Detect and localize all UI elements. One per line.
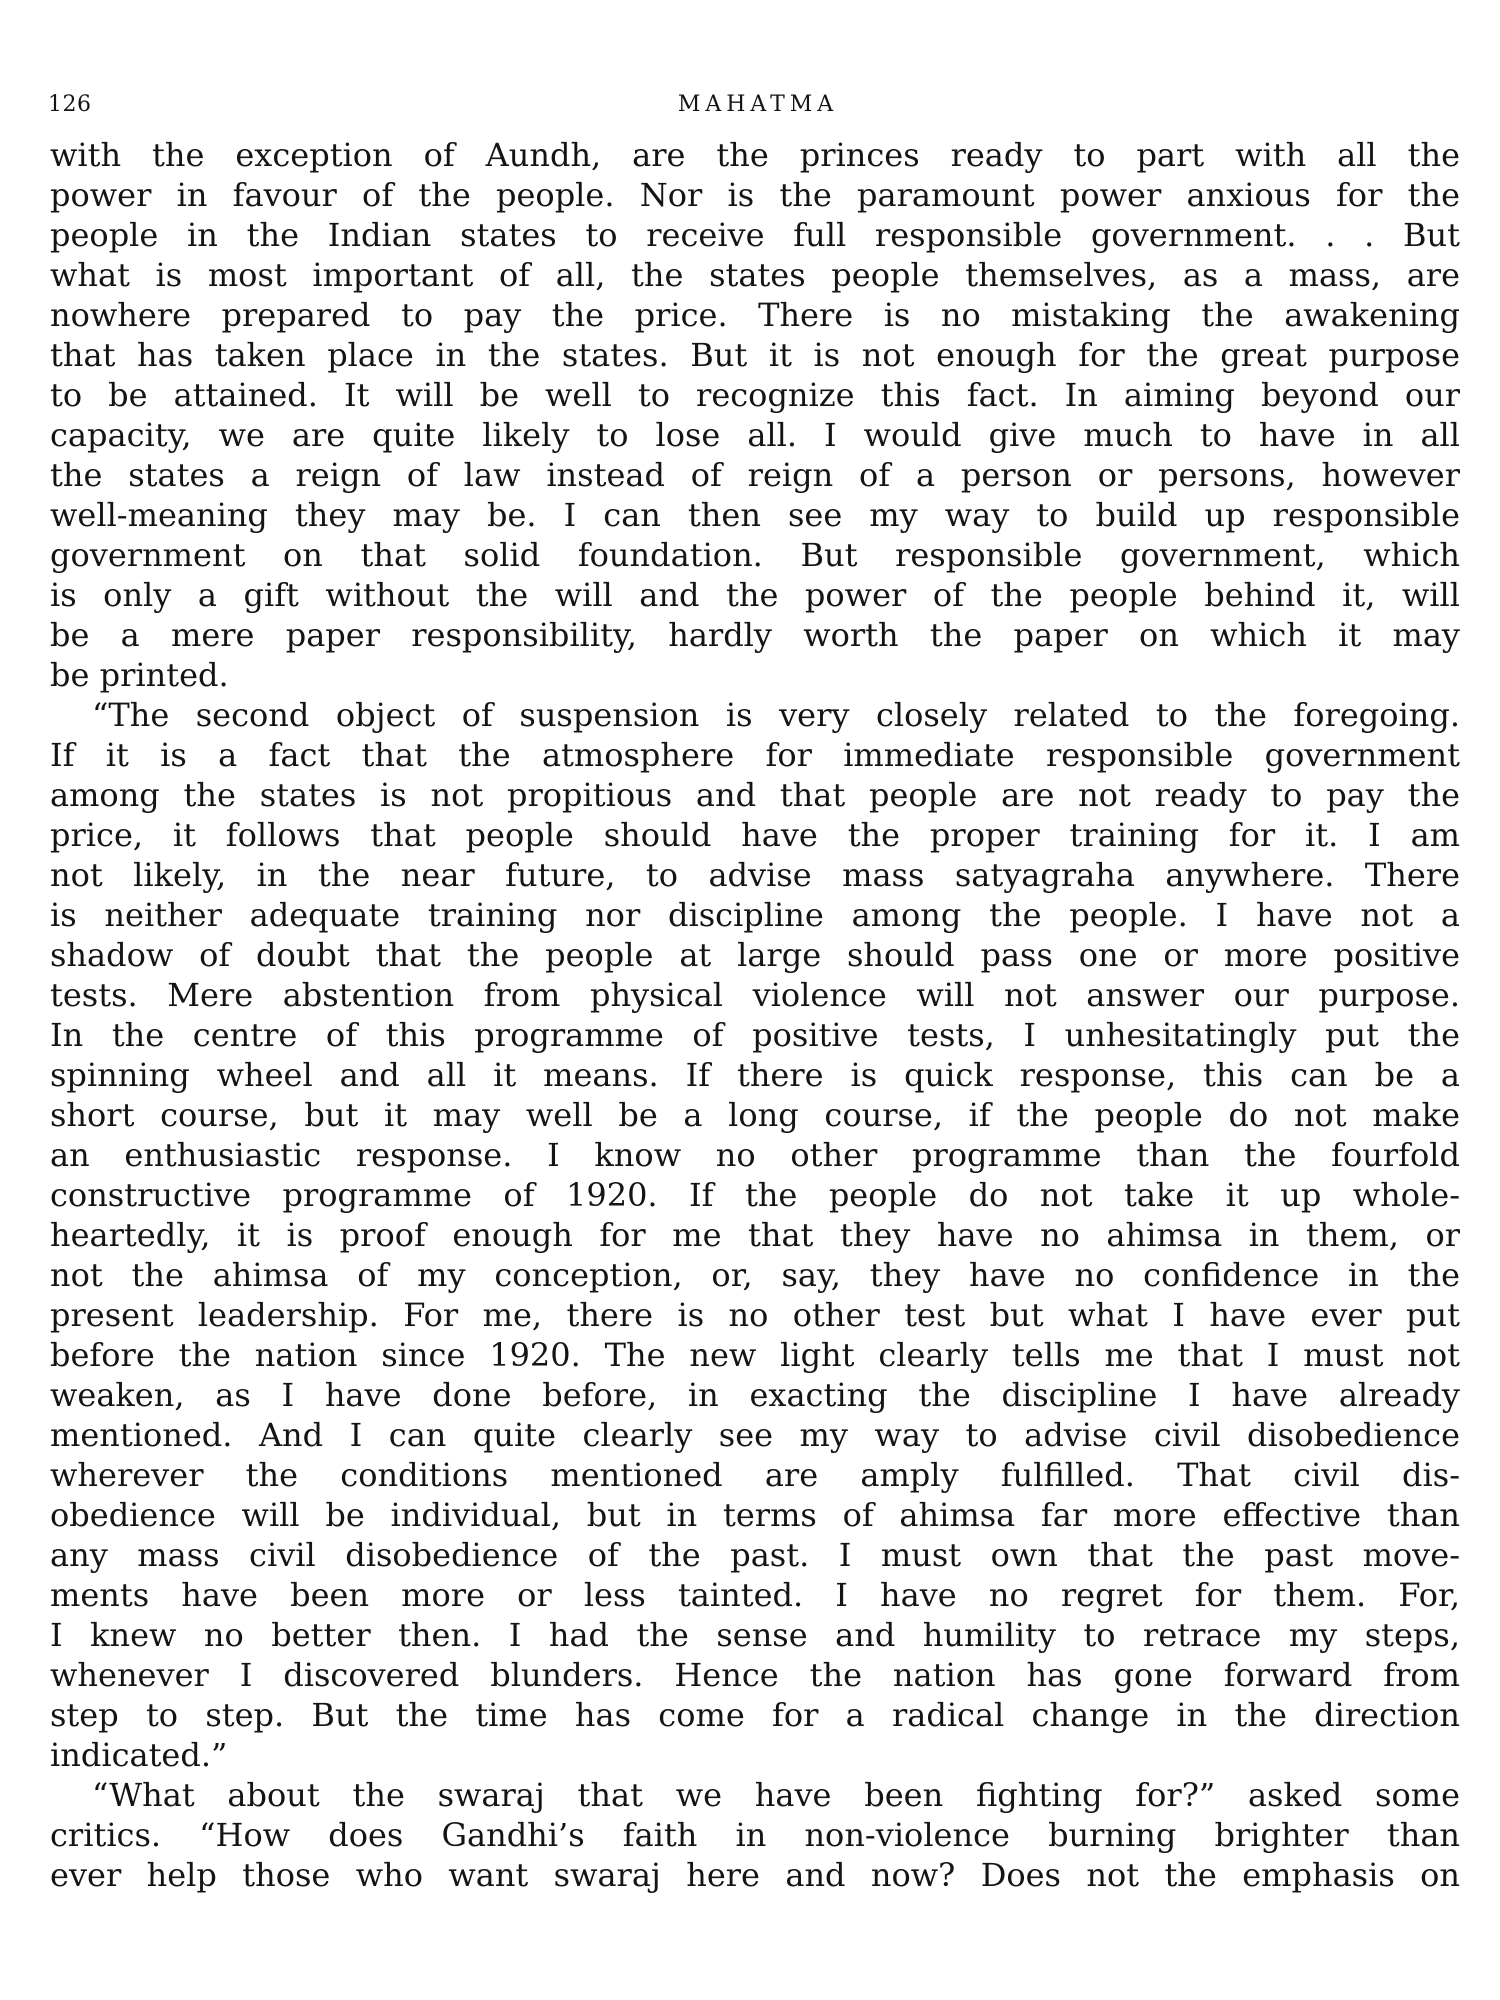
text-line: power in favour of the people. Nor is the paramount power anxious for the — [50, 176, 1460, 214]
text-line: critics. “How does Gandhi’s faith in non-violence burning brighter than — [50, 1816, 1460, 1854]
page-number: 126 — [48, 92, 92, 117]
text-line: price, it follows that people should have the proper training for it. I am — [50, 816, 1460, 854]
text-line: among the states is not propitious and that people are not ready to pay the — [50, 776, 1460, 814]
text-line: nowhere prepared to pay the price. There is no mistaking the awakening — [50, 296, 1460, 334]
text-line: present leadership. For me, there is no other test but what I have ever put — [50, 1296, 1460, 1334]
text-line: be a mere paper responsibility, hardly worth the paper on which it may — [50, 616, 1460, 654]
paragraph-end-line: be printed. — [50, 656, 229, 694]
text-line: shadow of doubt that the people at large should pass one or more positive — [50, 936, 1460, 974]
text-line: people in the Indian states to receive full responsible government. . . But — [50, 216, 1460, 254]
text-line: that has taken place in the states. But it is not enough for the great purpose — [50, 336, 1460, 374]
text-line: is neither adequate training nor discipline among the people. I have not a — [50, 896, 1460, 934]
text-line: the states a reign of law instead of reign of a person or persons, however — [50, 456, 1460, 494]
text-line: what is most important of all, the states people themselves, as a mass, are — [50, 256, 1460, 294]
text-line: an enthusiastic response. I know no other programme than the fourfold — [50, 1136, 1460, 1174]
text-line: before the nation since 1920. The new light clearly tells me that I must not — [50, 1336, 1460, 1374]
text-line: capacity, we are quite likely to lose all. I would give much to have in all — [50, 416, 1460, 454]
paragraph-end-line: indicated.” — [50, 1736, 228, 1774]
text-line: ever help those who want swaraj here and now? Does not the emphasis on — [50, 1856, 1460, 1894]
text-line: I knew no better then. I had the sense and humility to retrace my steps, — [50, 1616, 1460, 1654]
text-line: obedience will be individual, but in terms of ahimsa far more effective than — [50, 1496, 1460, 1534]
text-line: weaken, as I have done before, in exacting the discipline I have already — [50, 1376, 1460, 1414]
text-line: constructive programme of 1920. If the people do not take it up whole- — [50, 1176, 1460, 1214]
text-line: wherever the conditions mentioned are amply fulfilled. That civil dis- — [50, 1456, 1460, 1494]
text-line: step to step. But the time has come for a radical change in the direction — [50, 1696, 1460, 1734]
text-line: not likely, in the near future, to advise mass satyagraha anywhere. There — [50, 856, 1460, 894]
text-line: any mass civil disobedience of the past. I must own that the past move- — [50, 1536, 1460, 1574]
text-line: tests. Mere abstention from physical violence will not answer our purpose. — [50, 976, 1460, 1014]
text-line: whenever I discovered blunders. Hence the nation has gone forward from — [50, 1656, 1460, 1694]
running-head — [48, 92, 1468, 126]
paragraph-start-line: “What about the swaraj that we have been fighting for?” asked some — [92, 1776, 1460, 1814]
text-line: If it is a fact that the atmosphere for immediate responsible government — [50, 736, 1460, 774]
text-line: with the exception of Aundh, are the princes ready to part with all the — [50, 136, 1460, 174]
paragraph-start-line: “The second object of suspension is very closely related to the foregoing. — [92, 696, 1460, 734]
text-line: government on that solid foundation. But responsible government, which — [50, 536, 1460, 574]
text-line: heartedly, it is proof enough for me that they have no ahimsa in them, or — [50, 1216, 1460, 1254]
text-line: well-meaning they may be. I can then see my way to build up responsible — [50, 496, 1460, 534]
text-line: not the ahimsa of my conception, or, say, they have no confidence in the — [50, 1256, 1460, 1294]
body-text — [50, 135, 1460, 1895]
text-line: In the centre of this programme of positive tests, I unhesitatingly put the — [50, 1016, 1460, 1054]
text-line: mentioned. And I can quite clearly see my way to advise civil disobedience — [50, 1416, 1460, 1454]
text-line: is only a gift without the will and the power of the people behind it, will — [50, 576, 1460, 614]
text-line: ments have been more or less tainted. I have no regret for them. For, — [50, 1576, 1460, 1614]
running-title: MAHATMA — [677, 92, 839, 117]
text-line: to be attained. It will be well to recognize this fact. In aiming beyond our — [50, 376, 1460, 414]
text-line: spinning wheel and all it means. If there is quick response, this can be a — [50, 1056, 1460, 1094]
text-line: short course, but it may well be a long course, if the people do not make — [50, 1096, 1460, 1134]
